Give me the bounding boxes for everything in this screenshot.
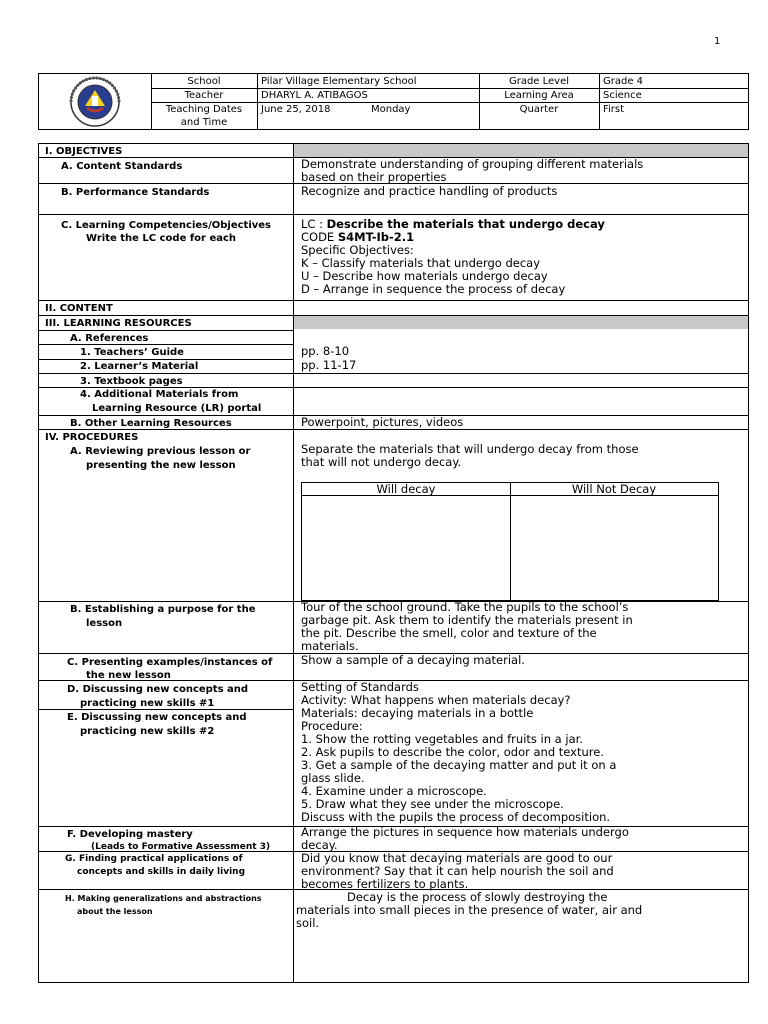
quarter-value: First — [603, 104, 625, 115]
additional-label-line2: Learning Resource (LR) portal — [92, 403, 262, 414]
procedure-g-line3: becomes fertilizers to plants. — [301, 877, 469, 891]
procedure-de-line10: 5. Draw what they see under the microscope. — [301, 797, 564, 811]
procedure-f-label-line2: (Leads to Formative Assessment 3) — [91, 842, 271, 852]
procedure-b-label-line2: lesson — [86, 618, 123, 629]
date-value: June 25, 2018 — [261, 104, 331, 115]
competency-label-line2: Write the LC code for each — [86, 233, 237, 244]
procedure-de-line11: Discuss with the pupils the process of decomposition. — [301, 810, 611, 824]
procedure-a-line2: that will not undergo decay. — [301, 455, 462, 469]
procedure-de-line7: 3. Get a sample of the decaying matter and put it on a — [301, 758, 617, 772]
procedure-de-line6: 2. Ask pupils to describe the color, odor and texture. — [301, 745, 604, 759]
procedure-b-label-line1: B. Establishing a purpose for the — [70, 604, 256, 615]
procedure-b-line1: Tour of the school ground. Take the pupils to the school’s — [301, 600, 629, 614]
procedure-b-line2: garbage pit. Ask them to identify the materials present in — [301, 613, 633, 627]
procedure-e-label-line1: E. Discussing new concepts and — [67, 712, 247, 723]
objective-d: D – Arrange in sequence the process of decay — [301, 282, 566, 296]
learners-material-label: 2. Learner’s Material — [80, 361, 199, 372]
decay-sorting-table — [301, 482, 719, 601]
resources-heading: III. LEARNING RESOURCES — [45, 318, 192, 329]
procedure-h-line1: Decay is the process of slowly destroying the — [347, 890, 608, 904]
dates-label-line2: and Time — [180, 117, 228, 128]
procedure-h-line2: materials into small pieces in the presence of water, air and — [296, 903, 643, 917]
procedure-de-line4: Procedure: — [301, 719, 363, 733]
objective-k: K – Classify materials that undergo decay — [301, 256, 541, 270]
procedures-heading: IV. PROCEDURES — [45, 432, 139, 443]
lc-value: Describe the materials that undergo decay — [326, 217, 605, 231]
day-value: Monday — [371, 104, 411, 115]
procedure-de-line5: 1. Show the rotting vegetables and fruits in a jar. — [301, 732, 583, 746]
content-standards-line1: Demonstrate understanding of grouping different materials — [301, 157, 644, 171]
content-heading: II. CONTENT — [45, 303, 113, 314]
procedure-g-line2: environment? Say that it can help nourish the soil and — [301, 864, 614, 878]
procedure-de-line9: 4. Examine under a microscope. — [301, 784, 487, 798]
lesson-plan-table — [38, 143, 749, 983]
procedure-g-label-line2: concepts and skills in daily living — [77, 867, 246, 877]
procedure-f-label-line1: F. Developing mastery — [67, 829, 193, 840]
procedure-f-line2: decay. — [301, 838, 338, 852]
code-prefix: CODE — [301, 230, 338, 244]
procedure-h-label-line1: H. Making generalizations and abstractions — [65, 894, 262, 903]
procedure-g-label-line1: G. Finding practical applications of — [65, 854, 243, 864]
will-not-decay-header: Will Not Decay — [571, 482, 657, 496]
school-value: Pilar Village Elementary School — [261, 76, 417, 87]
teacher-label: Teacher — [184, 90, 224, 101]
procedure-de-line8: glass slide. — [301, 771, 365, 785]
procedure-h-label-line2: about the lesson — [77, 907, 153, 916]
procedure-c-label-line1: C. Presenting examples/instances of — [67, 657, 273, 668]
school-label: School — [187, 76, 221, 87]
code-value: S4MT-Ib-2.1 — [337, 230, 415, 244]
other-resources-label: B. Other Learning Resources — [70, 418, 232, 429]
procedure-c-value: Show a sample of a decaying material. — [301, 653, 525, 667]
procedure-c-label-line2: the new lesson — [86, 670, 171, 681]
content-standards-label: A. Content Standards — [61, 161, 183, 172]
procedure-b-line3: the pit. Describe the smell, color and texture of the — [301, 626, 597, 640]
area-label: Learning Area — [504, 90, 574, 101]
objectives-heading: I. OBJECTIVES — [45, 146, 123, 157]
objective-u: U – Describe how materials undergo decay — [301, 269, 548, 283]
resources-shade — [294, 315, 748, 329]
header-table — [38, 73, 749, 130]
other-resources-value: Powerpoint, pictures, videos — [301, 415, 464, 429]
performance-standards-label: B. Performance Standards — [61, 187, 210, 198]
procedure-h-line3: soil. — [296, 916, 320, 930]
procedure-a-label-line1: A. Reviewing previous lesson or — [70, 446, 251, 457]
procedure-de-line2: Activity: What happens when materials decay? — [301, 693, 571, 707]
procedure-e-label-line2: practicing new skills #2 — [80, 726, 215, 737]
references-label: A. References — [70, 333, 149, 344]
specific-objectives-heading: Specific Objectives: — [301, 243, 414, 257]
teacher-value: DHARYL A. ATIBAGOS — [261, 90, 368, 101]
lc-prefix: LC : — [301, 217, 327, 231]
page-number: 1 — [714, 36, 721, 47]
objectives-shade — [294, 144, 748, 157]
procedure-a-label-line2: presenting the new lesson — [86, 460, 236, 471]
procedure-f-line1: Arrange the pictures in sequence how materials undergo — [301, 825, 629, 839]
teachers-guide-label: 1. Teachers’ Guide — [80, 347, 184, 358]
area-value: Science — [603, 90, 642, 101]
procedure-b-line4: materials. — [301, 639, 359, 653]
performance-standards-value: Recognize and practice handling of products — [301, 184, 558, 198]
procedure-de-line3: Materials: decaying materials in a bottle — [301, 706, 534, 720]
seal-icon — [49, 76, 141, 128]
additional-label-line1: 4. Additional Materials from — [80, 389, 239, 400]
teachers-guide-value: pp. 8-10 — [301, 344, 350, 358]
procedure-de-line1: Setting of Standards — [301, 680, 419, 694]
procedure-d-label-line2: practicing new skills #1 — [80, 698, 215, 709]
competency-label-line1: C. Learning Competencies/Objectives — [61, 220, 272, 231]
dates-label — [151, 103, 257, 129]
procedure-a-line1: Separate the materials that will undergo decay from those — [301, 442, 639, 456]
quarter-label: Quarter — [519, 104, 559, 115]
grade-label: Grade Level — [508, 76, 570, 87]
content-standards-line2: based on their properties — [301, 170, 447, 184]
grade-value: Grade 4 — [603, 76, 644, 87]
learners-material-value: pp. 11-17 — [301, 358, 357, 372]
dates-label-line1: Teaching Dates — [165, 104, 243, 115]
procedure-g-line1: Did you know that decaying materials are good to our — [301, 851, 613, 865]
procedure-d-label-line1: D. Discussing new concepts and — [67, 684, 249, 695]
textbook-label: 3. Textbook pages — [80, 376, 183, 387]
will-decay-header: Will decay — [376, 482, 436, 496]
deped-seal — [39, 74, 152, 129]
